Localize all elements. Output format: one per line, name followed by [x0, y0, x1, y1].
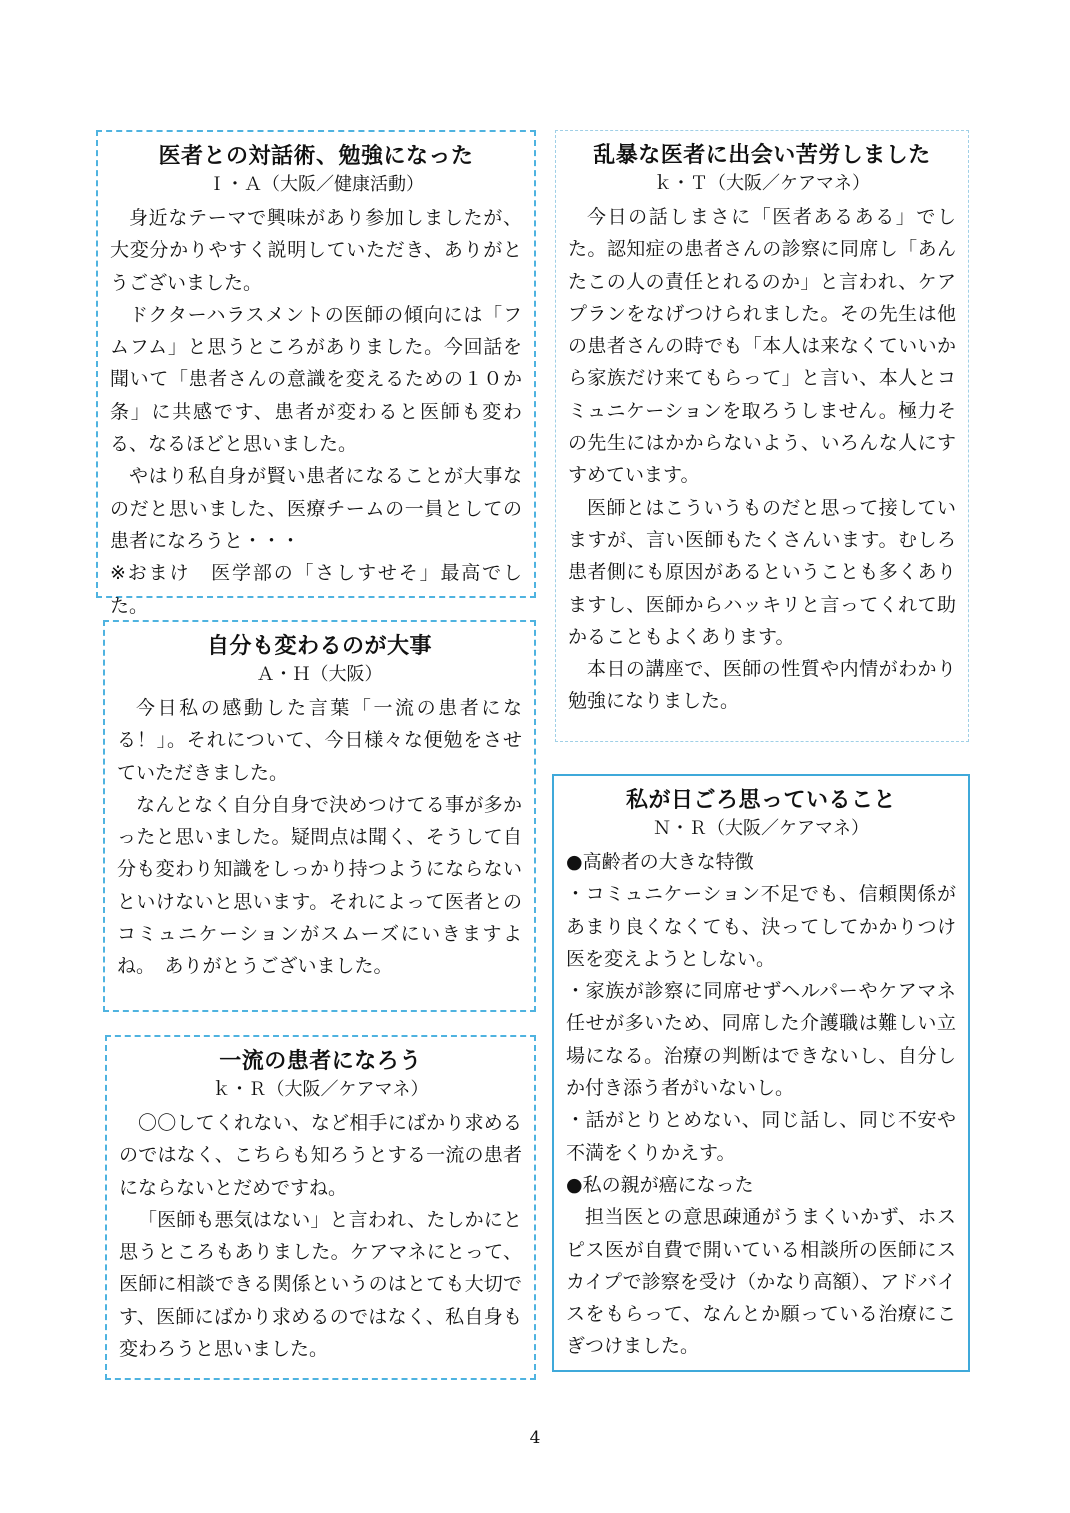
article-paragraph: ※おまけ 医学部の「さしすせそ」最高でした。 — [110, 562, 522, 617]
article-title: 自分も変わるのが大事 — [206, 634, 432, 659]
article-title: 私が日ごろ思っていること — [625, 788, 896, 813]
article-box-1 — [96, 130, 536, 617]
article-paragraph: ●高齢者の大きな特徴 — [566, 851, 754, 873]
article-paragraph: 医師とはこういうものだと思って接していますが、言い医師もたくさんいます。むしろ患者側にも原因があるということも多くありますし、医師からハッキリと言ってくれて助かることもよくあります。 — [568, 496, 956, 648]
article-title: 医者との対話術、勉強になった — [158, 144, 474, 169]
article-paragraph: 今日私の感動した言葉「一流の患者になる！」。それについて、今日様々な便勉をさせていただきました。 — [117, 697, 522, 784]
article-paragraph: 本日の講座で、医師の性質や内情がわかり勉強になりました。 — [568, 658, 956, 713]
article-author: Ｉ・Ａ（大阪／健康活動） — [208, 174, 424, 195]
article-author: ｋ・Ｒ（大阪／ケアマネ） — [212, 1079, 429, 1100]
article-paragraph: ・家族が診察に同席せずヘルパーやケアマネ任せが多いため、同席した介護職は難しい立場になる。治療の判断はできないし、自分しか付き添う者がいないし。 — [566, 980, 956, 1100]
article-box-2 — [103, 620, 536, 1012]
page-number: 4 — [529, 1428, 541, 1448]
article-paragraph: 「医師も悪気はない」と言われ、たしかにと思うところもありました。ケアマネにとって、医師に相談できる関係というのはとても大切です、医師にばかり求めるのではなく、私自身も変わろうと思いました。 — [119, 1208, 522, 1361]
article-paragraph: ・話がとりとめない、同じ話し、同じ不安や不満をくりかえす。 — [566, 1109, 956, 1164]
article-title: 乱暴な医者に出会い苦労しました — [593, 143, 931, 168]
article-paragraph: 身近なテーマで興味があり参加しましたが、大変分かりやすく説明していただき、ありがとうございました。 — [110, 207, 522, 294]
article-paragraph: ドクターハラスメントの医師の傾向には「フムフム」と思うところがありました。今回話を聞いて「患者さんの意識を変えるための１０か条」に共感です、患者が変わると医師も変わる、なるほどと思いました。 — [110, 303, 522, 456]
article-paragraph: ●私の親が癌になった — [566, 1173, 754, 1196]
article-box-3 — [105, 1035, 536, 1380]
article-box-4 — [555, 130, 969, 742]
article-paragraph: なんとなく自分自身で決めつけてる事が多かったと思いました。疑問点は聞く、そうして自分も変わり知識をしっかり持つようにならないといけないと思います。それによって医者とのコミュニケーションがスムーズにいきますよね。 ありがとうございました。 — [117, 793, 522, 978]
article-title: 一流の患者になろう — [219, 1049, 422, 1074]
article-paragraph: 〇〇してくれない、など相手にばかり求めるのではなく、こちらも知ろうとする一流の患者にならないとだめですね。 — [119, 1112, 522, 1199]
article-paragraph: やはり私自身が賢い患者になることが大事なのだと思いました、医療チームの一員としての患者になろうと・・・ — [110, 465, 522, 552]
article-paragraph: 今日の話しまさに「医者あるある」でした。認知症の患者さんの診察に同席し「あんたこの人の責任とれるのか」と言われ、ケアプランをなげつけられました。その先生は他の患者さんの時でも「本人は来なくていいから家族だけ来てもらって」と言い、本人とコミュニケーションを取ろうしません。極力その先生にはかからないよう、いろんな人にすすめています。 — [568, 206, 956, 487]
article-paragraph: ・コミュニケーション不足でも、信頼関係があまり良くなくても、決ってしてかかりつけ医を変えようとしない。 — [566, 883, 956, 970]
article-box-5 — [552, 774, 970, 1372]
article-author: Ｎ・Ｒ（大阪／ケアマネ） — [653, 818, 869, 839]
article-author: Ａ・Ｈ（大阪） — [256, 664, 383, 685]
article-author: ｋ・Ｔ（大阪／ケアマネ） — [654, 173, 870, 194]
article-paragraph: 担当医との意思疎通がうまくいかず、ホスピス医が自費で開いている相談所の医師にスカイプで診察を受け（かなり高額）、アドバイスをもらって、なんとか願っている治療にこぎつけました。 — [566, 1206, 956, 1358]
